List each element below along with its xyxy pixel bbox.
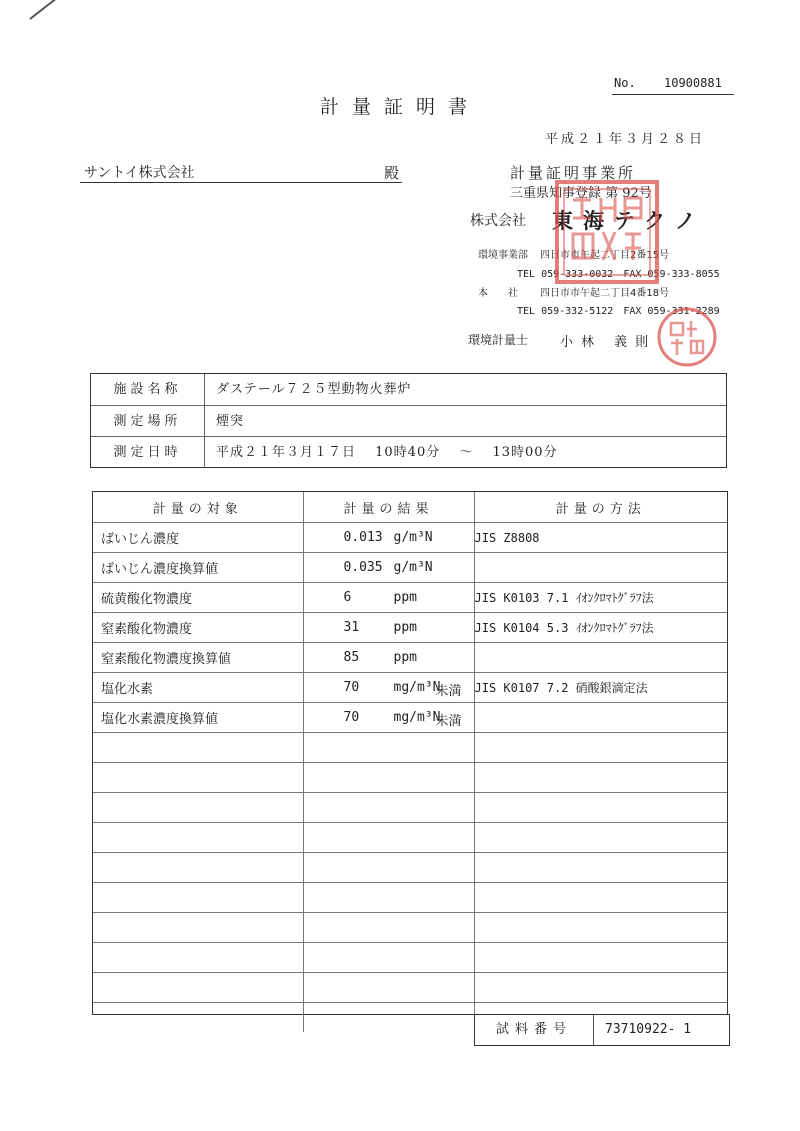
- result-value: 70: [343, 710, 360, 725]
- measurer-label: 環境計量士: [468, 333, 529, 347]
- company-seal-icon: [553, 178, 661, 286]
- personal-seal-icon: [655, 305, 719, 369]
- result-value: 0.013: [343, 530, 383, 545]
- table-row: [93, 643, 727, 673]
- result-item: ばいじん濃度換算値: [93, 553, 303, 583]
- sample-number-value: 73710922- 1: [605, 1022, 692, 1037]
- empty-row: [93, 853, 727, 883]
- facility-name-value: ダステール７２５型動物火葬炉: [216, 382, 412, 397]
- headquarters-address: 四日市市午起二丁目4番18号: [540, 288, 670, 299]
- table-row: [93, 613, 727, 643]
- results-header-row: [93, 492, 727, 523]
- result-method: [474, 553, 727, 583]
- result-method: JIS K0107 7.2 硝酸銀滴定法: [474, 673, 727, 703]
- result-unit: g/m³N: [393, 560, 433, 575]
- measurer-name: 小林 義則: [560, 335, 657, 350]
- results-table: [93, 492, 727, 1032]
- result-item: 塩化水素: [93, 673, 303, 703]
- result-unit: ppm: [393, 620, 417, 635]
- result-note: 未満: [435, 684, 462, 699]
- empty-row: [93, 913, 727, 943]
- result-method: [474, 643, 727, 673]
- facility-info-table: [90, 373, 727, 468]
- result-unit: mg/m³N: [393, 710, 441, 725]
- result-note: 未満: [435, 714, 462, 729]
- facility-name-label: 施設名称: [91, 374, 205, 405]
- scan-mark: [29, 0, 59, 20]
- table-row: [93, 553, 727, 583]
- headquarters-contact: TEL 059-332-5122 FAX 059-331-2289: [517, 306, 720, 317]
- empty-row: [93, 823, 727, 853]
- issuer-company-name: 東海テクノ: [552, 208, 706, 233]
- result-item: ばいじん濃度: [93, 523, 303, 553]
- facility-row-name: [91, 374, 726, 405]
- headquarters-label: 本 社: [478, 288, 518, 299]
- empty-row: [93, 973, 727, 1003]
- result-item: 硫黄酸化物濃度: [93, 583, 303, 613]
- document-number: [612, 74, 734, 95]
- result-method: [474, 703, 727, 733]
- recipient-name: サントイ株式会社: [84, 165, 195, 181]
- result-unit: mg/m³N: [393, 680, 441, 695]
- result-unit: ppm: [393, 650, 417, 665]
- header-method: 計量の方法: [474, 492, 727, 523]
- measurement-datetime-value: 平成２１年３月１７日 10時40分 ～ 13時00分: [216, 445, 558, 460]
- result-unit: g/m³N: [393, 530, 433, 545]
- empty-row: [93, 943, 727, 973]
- result-value: 31: [343, 620, 360, 635]
- table-row: [93, 523, 727, 553]
- result-unit: ppm: [393, 590, 417, 605]
- document-number-value: 10900881: [664, 76, 722, 90]
- measurement-location-value: 煙突: [216, 414, 245, 429]
- table-row: [93, 673, 727, 703]
- result-value: 85: [343, 650, 360, 665]
- empty-row: [93, 763, 727, 793]
- recipient-honorific: 殿: [384, 164, 400, 182]
- env-office-contact: TEL 059-333-0032 FAX 059-333-8055: [517, 269, 720, 280]
- table-row: [93, 583, 727, 613]
- result-item: 塩化水素濃度換算値: [93, 703, 303, 733]
- issuer-company-prefix: 株式会社: [470, 213, 526, 229]
- result-method: JIS K0104 5.3 ｲｵﾝｸﾛﾏﾄｸﾞﾗﾌ法: [474, 613, 727, 643]
- issuer-business-type: 計量証明事業所: [510, 164, 637, 182]
- results-table-frame: [92, 491, 728, 1015]
- sample-number-box: [474, 1014, 730, 1046]
- empty-row: [93, 883, 727, 913]
- sample-number-label: 試料番号: [475, 1015, 594, 1045]
- table-row: [93, 703, 727, 733]
- measurement-datetime-label: 測定日時: [91, 437, 205, 468]
- env-office-label: 環境事業部: [478, 250, 528, 261]
- result-item: 窒素酸化物濃度: [93, 613, 303, 643]
- result-method: JIS Z8808: [474, 523, 727, 553]
- document-number-label: No.: [614, 76, 636, 90]
- facility-row-datetime: [91, 436, 726, 468]
- env-office-address: 四日市市午起二丁目2番15号: [540, 250, 670, 261]
- header-item: 計量の対象: [93, 492, 303, 523]
- header-result: 計量の結果: [303, 492, 474, 523]
- empty-row: [93, 793, 727, 823]
- measurement-location-label: 測定場所: [91, 406, 205, 437]
- result-value: 0.035: [343, 560, 383, 575]
- facility-row-location: [91, 405, 726, 437]
- recipient-underline: [80, 182, 402, 183]
- result-method: JIS K0103 7.1 ｲｵﾝｸﾛﾏﾄｸﾞﾗﾌ法: [474, 583, 727, 613]
- result-item: 窒素酸化物濃度換算値: [93, 643, 303, 673]
- result-value: 70: [343, 680, 360, 695]
- document-title: 計量証明書: [319, 96, 480, 118]
- result-value: 6: [343, 590, 352, 605]
- empty-row: [93, 733, 727, 763]
- issue-date: 平成２１年３月２８日: [545, 132, 706, 147]
- issuer-registration: 三重県知事登録 第 92号: [510, 186, 652, 201]
